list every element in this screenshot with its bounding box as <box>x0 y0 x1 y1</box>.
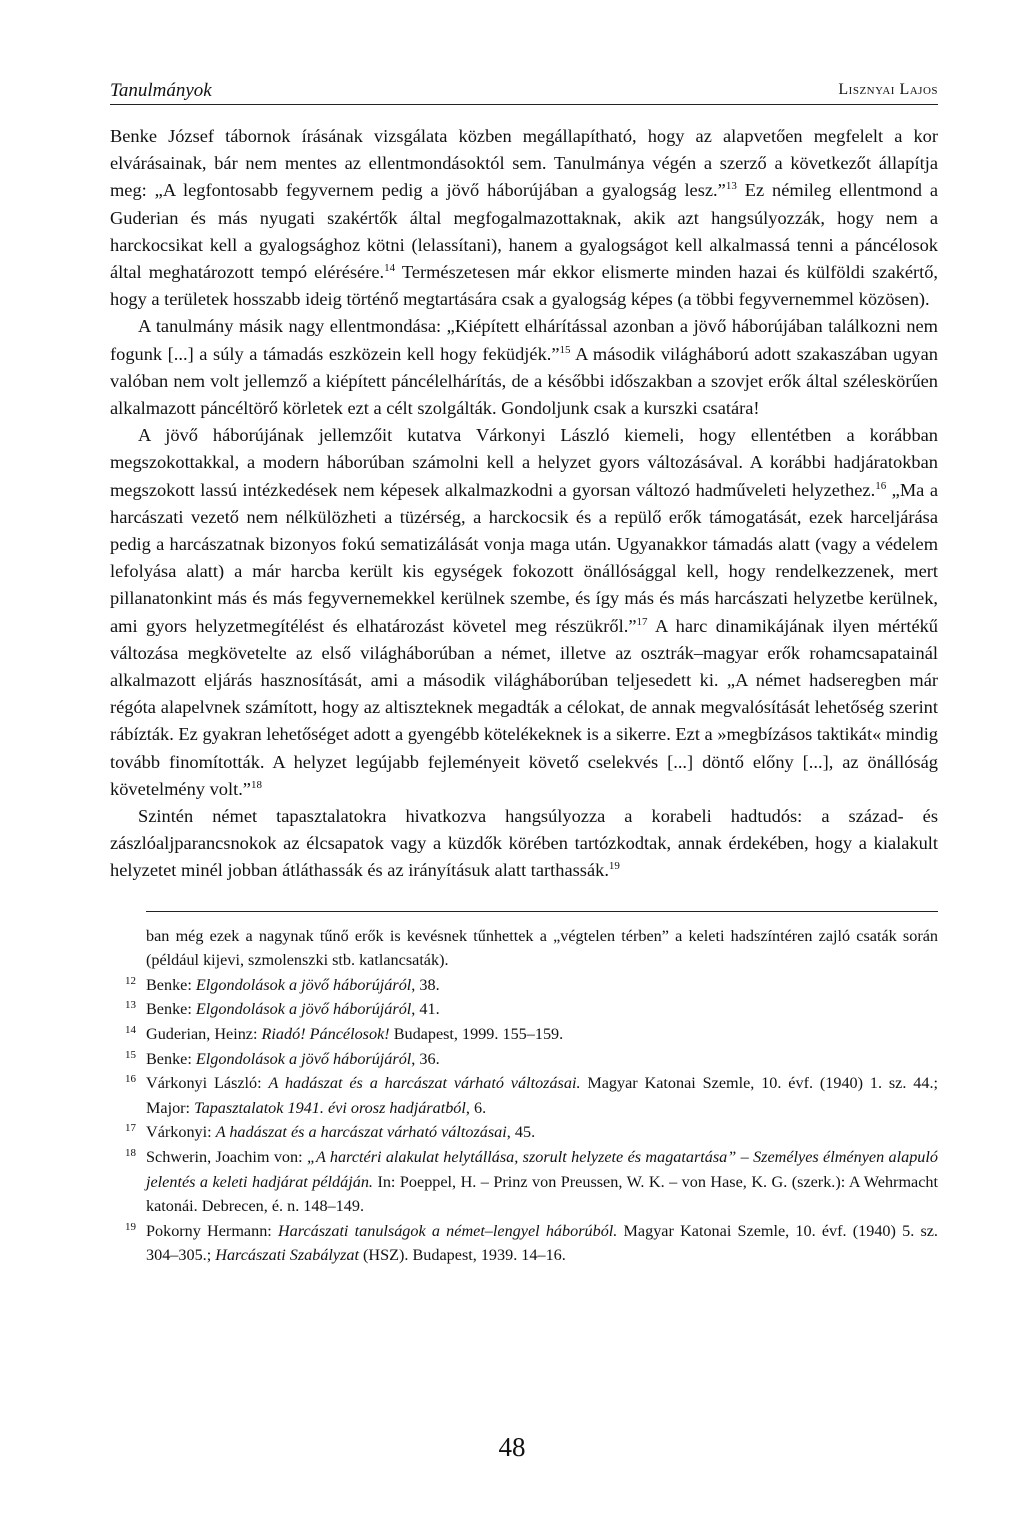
footnote-12: 12 Benke: Elgondolások a jövő háborújáról, 38. <box>125 974 440 994</box>
paragraph: Benke József tábornok írásának vizsgálata közben megállapítható, hogy az alapvetően megfelelt a kor elvárásainak, bár nem mentes az ellentmondásoktól sem. Tanulmánya végén a szerző a következőt állapítja meg: „A legfontosabb fegyvernem pedig a jövő háborújában a gyalogság lesz.”$^{13}$ Ez némileg ellentmond a Guderian és más nyugati szakértők által megfogalmazottaknak, akik azt hangsúlyozzák, hogy nem a harckocsikat kell a gyalogsághoz kötni (lelassítani), hanem a gyalogságot kell alkalmassá tenni a páncélosok által meghatározott tempó elérésére.$^{14}$ Természetesen már ekkor elismerte minden hazai és külföldi szakértő, hogy a területek hosszabb ideig történő megtartására csak a gyalogság képes (a többi fegyvernemmel közösen). <box>110 126 939 310</box>
section-title: Tanulmányok <box>110 80 212 101</box>
footnote-16: 16 Várkonyi László: A hadászat és a harcászat várható változásai. Magyar Katonai Szemle, 10. évf. (1940) 1. sz. 44.; Major: Tapasztalatok 1941. évi orosz hadjáratból, 6. <box>125 1073 938 1117</box>
author-name: Lisznyai Lajos <box>838 81 938 98</box>
paragraph: A tanulmány másik nagy ellentmondása: „Kiépített elhárítással azonban a jövő háborújában találkozni nem fogunk [...] a súly a támadás eszközein kell hogy feküdjék.”$^{15}$ A második világháború adott szakaszában ugyan valóban nem volt jellemző a kiépített páncélelhárítás, de a későbbi időszakban a szovjet erők által széleskörűen alkalmazott páncéltörő körletek ezt a célt szolgálták. Gondoljunk csak a kurszki csatára! <box>110 316 938 419</box>
footnote-14: 14 Guderian, Heinz: Riadó! Páncélosok! Budapest, 1999. 155–159. <box>125 1024 564 1044</box>
footnote-13: 13 Benke: Elgondolások a jövő háborújáról, 41. <box>125 999 440 1019</box>
footnote-ref[interactable]: 17 <box>636 615 648 628</box>
footnote-ref[interactable]: 15 <box>559 343 571 356</box>
footnote-17: 17 Várkonyi: A hadászat és a harcászat várható változásai, 45. <box>125 1122 536 1142</box>
footnote-ref[interactable]: 13 <box>725 180 737 193</box>
footnote-19: 19 Pokorny Hermann: Harcászati tanulságok a német–lengyel háborúból. Magyar Katonai Szemle, 10. évf. (1940) 5. sz. 304–305.; Harcászati Szabályzat (HSZ). Budapest, 1939. 14–16. <box>125 1220 938 1265</box>
footnote-continuation: ban még ezek a nagynak tűnő erők is kevésnek tűnhettek a „végtelen térben” a keleti hadszíntéren zajló csaták során (például kijevi, szmolenszki stb. katlancsaták). <box>146 926 938 970</box>
paragraph: Szintén német tapasztalatokra hivatkozva hangsúlyozza a korabeli hadtudós: a század- és zászlóaljparancsnokok az élcsapatok vagy a küzdők körében tartózkodtak, annak érdekében, hogy a kialakult helyzetet minél jobban átláthassák és az irányításuk alatt tarthassák.$^{19}$ <box>110 806 938 881</box>
footnote-divider <box>146 911 938 912</box>
page-number: 48 <box>498 1432 526 1462</box>
footnote-ref[interactable]: 19 <box>608 860 620 873</box>
footnote-ref[interactable]: 18 <box>250 778 262 791</box>
footnote-ref[interactable]: 16 <box>875 479 887 492</box>
running-header <box>110 78 938 105</box>
page <box>110 78 938 1268</box>
body-text <box>110 123 938 885</box>
footnote-ref[interactable]: 14 <box>384 261 396 274</box>
paragraph: A jövő háborújának jellemzőit kutatva Várkonyi László kiemeli, hogy ellentétben a korábban megszokottakkal, a modern háborúban számolni kell a helyzet gyors változásával. A korábbi hadjáratokban megszokott lassú intézkedések nem képesek alkalmazkodni a gyorsan változó hadműveleti helyzethez.$^{16}$ „Ma a harcászati vezető nem nélkülözheti a tüzérség, a harckocsik és a repülő erők támogatását, ezek harceljárása pedig a harcászatnak bizonyos fokú sematizálását vonja maga után. Ugyanakkor támadás alatt (vagy a védelem lefolyása alatt) a már harcba került kis egységek fokozott önállósággal kell, hogy rendelkezzenek, mert pillanatonkint más és más fegyvernemekkel kerülnek szembe, és így más és más harcászati helyzetbe kerülnek, ami gyors helyzetmegítélést és elhatározást követel meg részükről.”$^{17}$ A harc dinamikájának ilyen mértékű változása megkövetelte az első világháborúban a német, illetve az osztrák–magyar erők rohamcsapatainál alkalmazott eljárás hasznosítását, ami a második világháborúban teljesedett ki. „A német hadseregben már régóta alapelvnek számított, hogy az altiszteknek megadták a célokat, de annak megvalósítását lehetőség szerint rábízták. Ez gyakran lehetőséget adott a gyengébb kötelékeknek is a sikerre. Ezt a »megbízásos taktikát« mindig tovább finomították. A helyzet legújabb fejleményeit követő cselekvés [...] döntő előny [...], az önállóság követelmény volt.”$^{18}$ <box>110 425 939 799</box>
footnote-15: 15 Benke: Elgondolások a jövő háborújáról, 36. <box>125 1048 440 1068</box>
footnotes <box>125 924 938 1268</box>
footnote-18: 18 Schwerin, Joachim von: „A harctéri alakulat helytállása, szorult helyzete és magatartása” – Személyes élményen alapuló jelentés a keleti hadjárat példáján. In: Poeppel, H. – Prinz von Preussen, W. K. – von Hase, K. G. (szerk.): A Wehrmacht katonái. Debrecen, é. n. 148–149. <box>125 1147 938 1216</box>
